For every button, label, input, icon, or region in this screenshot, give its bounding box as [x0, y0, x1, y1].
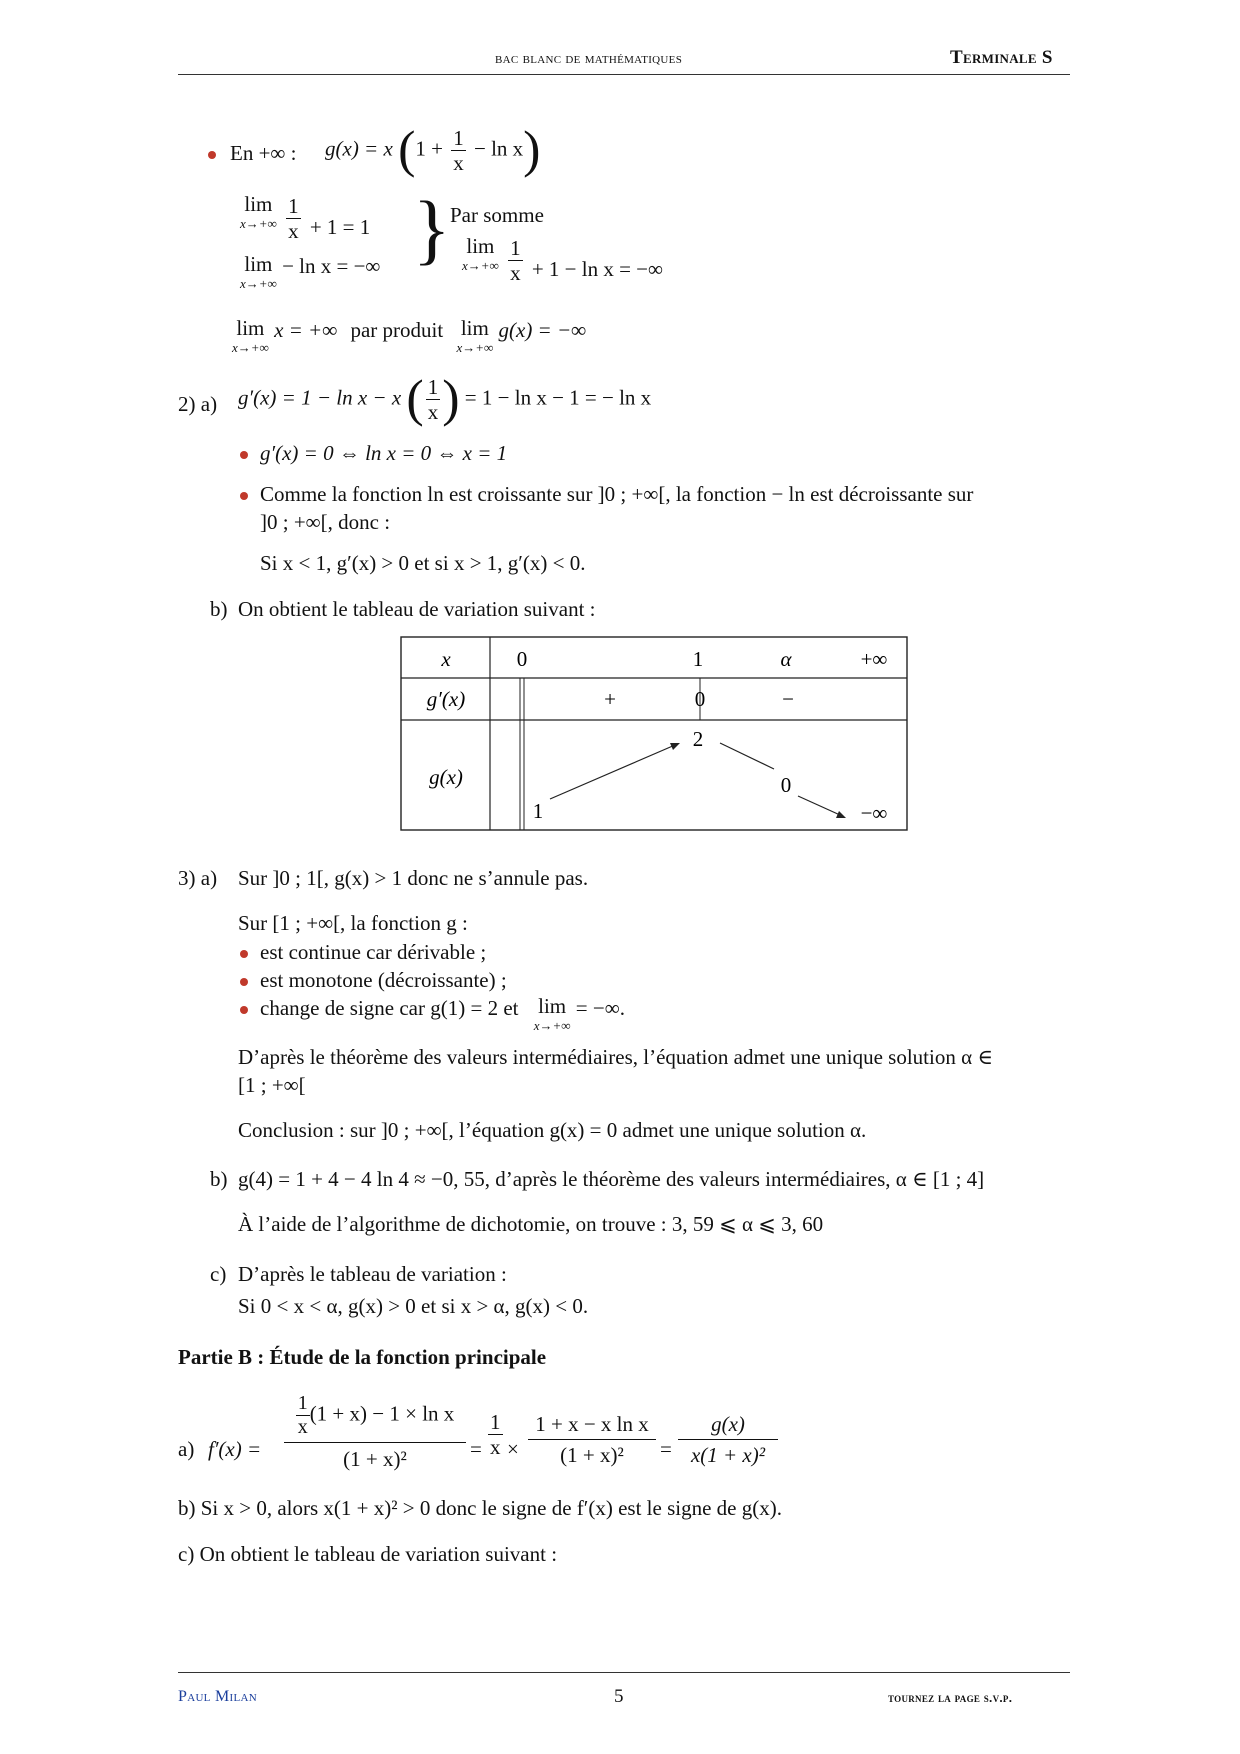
lim-sub: x→+∞ [240, 276, 277, 291]
arrow-down-head [836, 811, 846, 818]
frac-num: 1 [510, 236, 521, 260]
arrow-down-1 [720, 743, 774, 769]
row-x-label: x [441, 647, 451, 671]
bullet-icon [208, 151, 216, 159]
q3-a-label: 3) a) [178, 866, 218, 890]
g-definition: g(x) = x (1 + $\frac{1}{x}$ − ln x) [325, 121, 541, 179]
x-val-0: 0 [516, 647, 528, 671]
den2: (1 + x)² [560, 1443, 624, 1467]
q3-algo: À l’aide de l’algorithme de dichotomie, on trouve : 3, 59 ⩽ α ⩽ 3, 60 [238, 1212, 824, 1236]
q3-bullet-2: est monotone (décroissante) ; [260, 968, 507, 992]
par-somme: Par somme [450, 203, 544, 227]
q3-b-label: b) [210, 1167, 228, 1191]
q3-c-text: D’après le tableau de variation : [238, 1262, 507, 1286]
g-val-1: 1 [532, 799, 544, 823]
bullet-icon [240, 1006, 248, 1014]
frac-num: 1 [490, 1410, 501, 1434]
footer-right: tournez la page s.v.p. [888, 1690, 1013, 1705]
derivative-line: g′(x) = 1 − ln x − x ( $\frac{1}{x}$ ) = 1 − ln x − 1 = − ln x [238, 370, 652, 428]
fraction-2 [488, 1410, 503, 1459]
frac-den: x [427, 400, 439, 425]
lim-x: x = +∞ [274, 318, 338, 342]
bullet-icon [240, 950, 248, 958]
frac-num: 1 [297, 1392, 308, 1414]
lim-sub: x→+∞ [533, 1018, 571, 1033]
sign-zero: 0 [694, 687, 706, 711]
frac-num: 1 [288, 194, 299, 218]
q3-sur: Sur [1 ; +∞[, la fonction g : [238, 911, 468, 935]
deriv-start: g′(x) = 1 − ln x − x [238, 385, 402, 410]
row-gp-label: g′(x) [426, 687, 466, 711]
q3-bullet-3: change de signe car g(1) = 2 et lim x→+∞ = −∞. [260, 994, 625, 1033]
partB-fprime [208, 1437, 261, 1462]
q2-bullet-2-line-1: Comme la fonction ln est croissante sur ]0 ; +∞[, la fonction − ln est décroissante sur [260, 482, 974, 506]
fraction-3 [528, 1412, 656, 1468]
bullet-icon [240, 451, 248, 459]
q2-label: 2) a) [178, 392, 218, 416]
limit-line-2: lim x→+∞ − ln x = −∞ [240, 252, 381, 291]
partB-b-text: b) Si x > 0, alors x(1 + x)² > 0 donc le signe de f′(x) est le signe de g(x). [178, 1496, 782, 1520]
g-expr: g(x) = x [325, 136, 393, 161]
q3-tvi-line-2: [1 ; +∞[ [238, 1073, 306, 1097]
variation-table [400, 636, 910, 834]
q2-bullet-1 [260, 441, 507, 466]
partB-a-label: a) [178, 1437, 195, 1461]
g-val-0: 0 [780, 773, 792, 797]
q3-bullet-1: est continue car dérivable ; [260, 940, 487, 964]
sign-minus: − [782, 687, 794, 711]
footer-rule [178, 1672, 1070, 1673]
header-rule [178, 74, 1070, 75]
lim-sub: x→+∞ [232, 340, 269, 355]
q3-conclusion: Conclusion : sur ]0 ; +∞[, l’équation g(x) = 0 admet une unique solution α. [238, 1118, 867, 1142]
q3-c-label: c) [210, 1262, 227, 1286]
num3: g(x) [711, 1412, 745, 1436]
q3-c-line: Si 0 < x < α, g(x) > 0 et si x > α, g(x) < 0. [238, 1294, 589, 1318]
fraction-4 [678, 1412, 778, 1468]
q2-si-line: Si x < 1, g′(x) > 0 et si x > 1, g′(x) < 0. [260, 551, 586, 575]
den1: (1 + x)² [343, 1447, 407, 1471]
x-val-1: 1 [692, 647, 704, 671]
limit-product: lim x→+∞ x = +∞ par produit lim x→+∞ g(x) = −∞ [232, 316, 587, 355]
header-section: Terminale S [950, 47, 1053, 68]
bullet-icon [240, 978, 248, 986]
lim-sub: x→+∞ [240, 216, 277, 231]
bullet-icon [240, 492, 248, 500]
header-title: bac blanc de mathématiques [495, 51, 683, 67]
limit-2-rest: − ln x = −∞ [282, 254, 381, 278]
frac-den: x [510, 261, 521, 286]
arrow-up-head [670, 743, 680, 750]
row-g-label: g(x) [429, 765, 463, 789]
q3-a-text: Sur ]0 ; 1[, g(x) > 1 donc ne s’annule pas. [238, 866, 589, 890]
frac-den: x [490, 1435, 501, 1460]
table-border [401, 637, 907, 830]
page-number: 5 [614, 1686, 624, 1707]
num2: 1 + x − x ln x [528, 1412, 656, 1440]
lim-g: g(x) = −∞ [498, 318, 587, 342]
den3: x(1 + x)² [690, 1443, 766, 1467]
arrow-down-2 [798, 796, 840, 815]
q3-b-text: g(4) = 1 + 4 − 4 ln 4 ≈ −0, 55, d’après le théorème des valeurs intermédiaires, α ∈ [1 ; 4] [238, 1167, 985, 1191]
somme-rest: + 1 − ln x = −∞ [531, 257, 663, 282]
frac-num: 1 [427, 375, 439, 399]
intro-text: En +∞ : [230, 141, 297, 165]
limit-somme: lim x→+∞ $\frac{1}{x}$ + 1 − ln x = −∞ [462, 234, 663, 286]
sign-plus: + [604, 687, 616, 711]
brace-icon: } [413, 185, 451, 272]
g-val-2: 2 [692, 727, 704, 751]
eq-2: = [660, 1437, 672, 1461]
limit-1-rest: + 1 = 1 [309, 215, 371, 240]
frac-den: x [453, 151, 464, 176]
num1-rest: (1 + x) − 1 × ln x [309, 1401, 455, 1426]
frac-num: 1 [453, 126, 464, 150]
x-val-alpha: α [780, 647, 792, 671]
minus-ln: − ln x [473, 136, 524, 161]
fraction-1 [284, 1392, 466, 1472]
b3-end: = −∞. [575, 996, 625, 1020]
plus-one: 1 + [415, 136, 443, 161]
deriv-end: = 1 − ln x − 1 = − ln x [464, 385, 652, 410]
limit-line-1: lim x→+∞ $\frac{1}{x}$ + 1 = 1 [240, 192, 371, 244]
arrow-up [550, 745, 675, 799]
frac-den: x [288, 219, 299, 244]
lim-sub: x→+∞ [462, 258, 499, 273]
footer-author: Paul Milan [178, 1688, 258, 1705]
fprime-text: f′(x) = [208, 1437, 262, 1461]
q2-b-label: b) [210, 597, 228, 621]
frac-den: x [297, 1416, 308, 1438]
lim-sub: x→+∞ [456, 340, 494, 355]
q3-tvi-line-1: D’après le théorème des valeurs intermédiaires, l’équation admet une unique solution α ∈ [238, 1045, 993, 1069]
g-val-neginf: −∞ [860, 801, 888, 825]
partB-c-text: c) On obtient le tableau de variation suivant : [178, 1542, 558, 1566]
par-produit: par produit [350, 318, 444, 342]
eq-1: = [470, 1437, 482, 1461]
q2-b-text: On obtient le tableau de variation suivant : [238, 597, 596, 621]
b3-text: change de signe car g(1) = 2 et [260, 996, 519, 1020]
partB-title: Partie B : Étude de la fonction principale [178, 1345, 547, 1369]
times: × [507, 1437, 519, 1461]
bullet1-text: g′(x) = 0 ⇔ ln x = 0 ⇔ x = 1 [260, 441, 508, 465]
q2-bullet-2-line-2: ]0 ; +∞[, donc : [260, 510, 391, 534]
x-val-inf: +∞ [860, 647, 888, 671]
